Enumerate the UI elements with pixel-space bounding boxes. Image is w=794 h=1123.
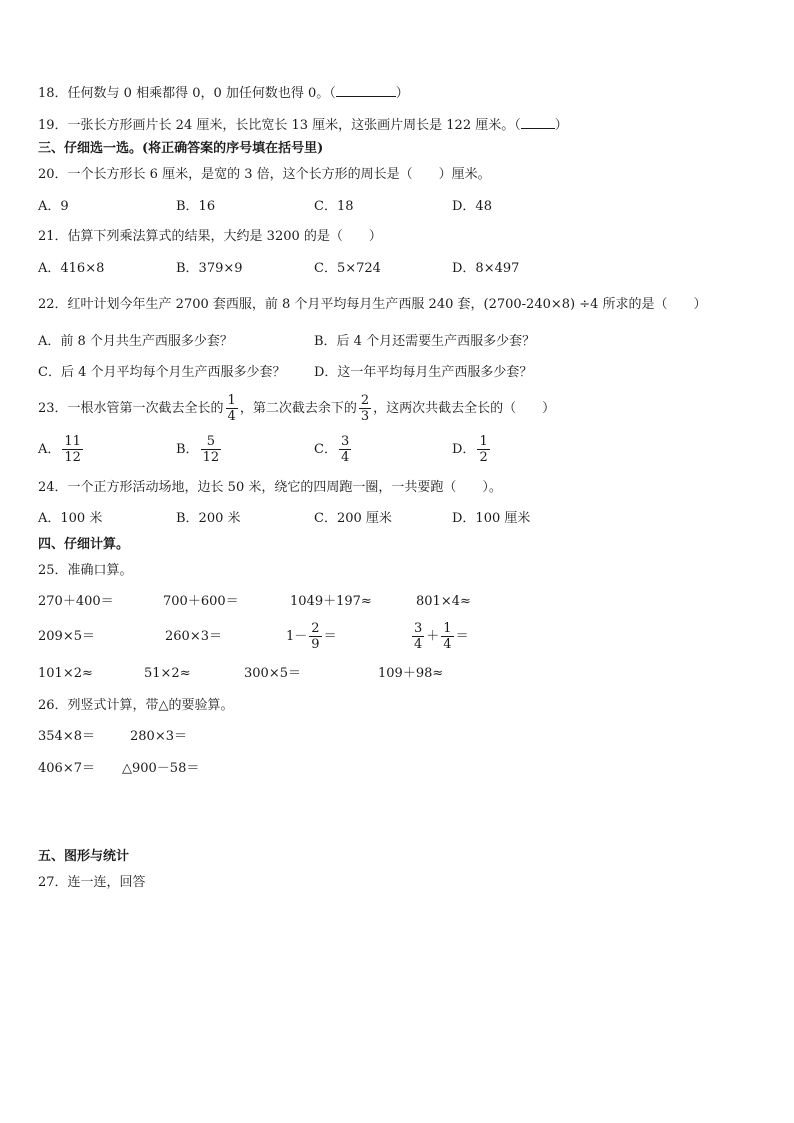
calc-25-2: 700＋600＝ <box>163 594 239 609</box>
question-20-option-c[interactable]: C．18 <box>314 199 354 214</box>
question-21-option-c[interactable]: C．5×724 <box>314 261 381 276</box>
question-18 <box>38 84 409 102</box>
question-26-text: 26．列竖式计算，带△的要验算。 <box>38 698 234 713</box>
question-19-close: ） <box>554 118 568 133</box>
question-23-option-a[interactable]: A． $\frac{11}{12}$ <box>38 434 81 465</box>
question-22-option-d[interactable]: D．这一年平均每月生产西服多少套？ <box>314 365 533 380</box>
question-24-option-a[interactable]: A．100 米 <box>38 511 103 526</box>
calc-26-1: 354×8＝ <box>38 729 95 744</box>
section-5-heading: 五、图形与统计 <box>38 849 130 864</box>
section-4-heading: 四、仔细计算。 <box>38 537 130 552</box>
question-21-option-a[interactable]: A．416×8 <box>38 261 105 276</box>
calc-26-3: 406×7＝ <box>38 761 95 776</box>
calc-25-4: 801×4≈ <box>416 594 471 609</box>
section-3-heading: 三、仔细选一选。(将正确答案的序号填在括号里) <box>38 141 324 156</box>
calc-25-10: 51×2≈ <box>144 666 191 681</box>
fraction-one-quarter: $\frac{1}{4}$ <box>227 393 236 424</box>
calc-25-1: 270＋400＝ <box>38 594 114 609</box>
question-25-text: 25．准确口算。 <box>38 563 133 578</box>
calc-25-7: 1－ $\frac{2}{9}$ ＝ <box>286 621 337 652</box>
question-20-option-b[interactable]: B．16 <box>176 199 216 214</box>
question-23-text-b: ，第二次截去余下的 <box>239 401 357 416</box>
question-22-option-a[interactable]: A．前 8 个月共生产西服多少套？ <box>38 334 233 349</box>
question-23-text-c: ，这两次共截去全长的（ ） <box>373 401 556 416</box>
question-24-option-c[interactable]: C．200 厘米 <box>314 511 392 526</box>
question-24-option-d[interactable]: D．100 厘米 <box>452 511 531 526</box>
answer-blank-19[interactable] <box>521 116 555 129</box>
question-22-option-c[interactable]: C．后 4 个月平均每个月生产西服多少套？ <box>38 365 286 380</box>
calc-25-11: 300×5＝ <box>244 666 301 681</box>
question-21-option-b[interactable]: B．379×9 <box>176 261 243 276</box>
question-21-text: 21．估算下列乘法算式的结果，大约是 3200 的是（ ） <box>38 229 382 244</box>
question-27-text: 27．连一连，回答 <box>38 875 146 890</box>
question-22-option-b[interactable]: B．后 4 个月还需要生产西服多少套？ <box>314 334 536 349</box>
question-22-text: 22．红叶计划今年生产 2700 套西服，前 8 个月平均每月生产西服 240 套，(2700-240×8) ÷4 所求的是（ ） <box>38 297 707 312</box>
calc-26-4: △900－58＝ <box>122 761 200 776</box>
question-20-option-a[interactable]: A．9 <box>38 199 69 214</box>
calc-26-2: 280×3＝ <box>130 729 187 744</box>
calc-25-5: 209×5＝ <box>38 629 95 644</box>
calc-25-8: $\frac{3}{4}$ ＋ $\frac{1}{4}$ ＝ <box>414 621 469 652</box>
question-19 <box>38 116 568 134</box>
question-23-option-b[interactable]: B． $\frac{5}{12}$ <box>176 434 220 465</box>
question-23-option-c[interactable]: C． $\frac{3}{4}$ <box>314 434 350 465</box>
question-18-close: ） <box>395 86 409 101</box>
fraction-two-thirds: $\frac{2}{3}$ <box>360 393 370 424</box>
answer-blank-18[interactable] <box>336 84 396 97</box>
calc-25-3: 1049＋197≈ <box>290 594 372 609</box>
question-23-option-d[interactable]: D． $\frac{1}{2}$ <box>452 434 488 465</box>
question-23-text-a: 23．一根水管第一次截去全长的 <box>38 401 224 416</box>
question-24-option-b[interactable]: B．200 米 <box>176 511 241 526</box>
calc-25-12: 109＋98≈ <box>378 666 444 681</box>
question-19-text: 19．一张长方形画片长 24 厘米，长比宽长 13 厘米，这张画片周长是 122 厘米。（ <box>38 118 521 133</box>
question-20-option-d[interactable]: D．48 <box>452 199 492 214</box>
question-21-option-d[interactable]: D．8×497 <box>452 261 520 276</box>
question-18-text: 18．任何数与 0 相乘都得 0，0 加任何数也得 0。（ <box>38 86 336 101</box>
calc-25-9: 101×2≈ <box>38 666 93 681</box>
question-24-text: 24．一个正方形活动场地，边长 50 米，绕它的四周跑一圈，一共要跑（ ）。 <box>38 480 502 495</box>
calc-25-6: 260×3＝ <box>165 629 222 644</box>
question-23 <box>38 393 555 425</box>
question-20-text: 20．一个长方形长 6 厘米，是宽的 3 倍，这个长方形的周长是（ ）厘米。 <box>38 167 491 182</box>
